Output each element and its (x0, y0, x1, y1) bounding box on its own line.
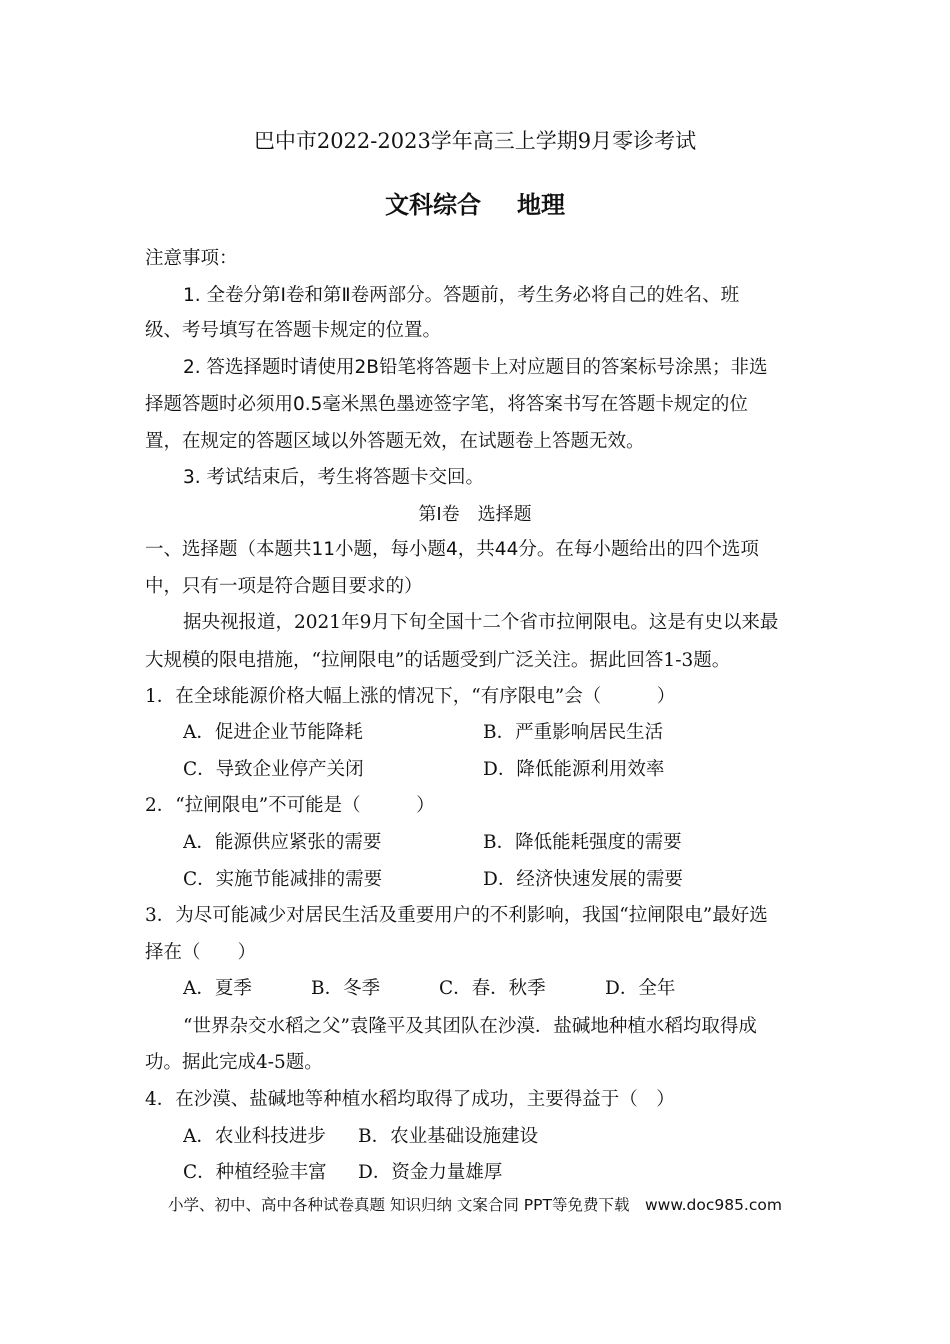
notice-item2-line3: 置，在规定的答题区域以外答题无效，在试题卷上答题无效。 (145, 431, 645, 452)
q1-options-row2 (183, 757, 810, 783)
q4-options-row1 (183, 1124, 810, 1150)
q1-options-row1 (183, 720, 810, 746)
q3-option-b: B．冬季 (311, 978, 381, 999)
notice-item3: 3. 考试结束后，考生将答题卡交回。 (183, 467, 485, 488)
q2-option-b: B．降低能耗强度的需要 (483, 832, 682, 853)
q3-stem-line1: 3．为尽可能减少对居民生活及重要用户的不利影响，我国“拉闸限电”最好选 (145, 905, 768, 926)
passage2-line2: 功。据此完成4-5题。 (145, 1052, 323, 1073)
q3-option-d: D．全年 (605, 978, 676, 999)
q3-options-row (183, 976, 810, 1002)
q1-option-c: C．导致企业停产关闭 (183, 759, 364, 780)
q2-option-d: D．经济快速发展的需要 (483, 869, 683, 890)
q3-option-c: C．春．秋季 (439, 978, 546, 999)
q3-stem-line2: 择在（ ） (145, 942, 257, 963)
q4-option-c: C．种植经验丰富 (183, 1162, 327, 1183)
q4-option-d: D．资金力量雄厚 (358, 1162, 503, 1183)
q1-option-d: D．降低能源利用效率 (483, 759, 665, 780)
passage2-line1: “世界杂交水稻之父”袁隆平及其团队在沙漠．盐碱地种植水稻均取得成 (183, 1016, 757, 1037)
q2-options-row1 (183, 830, 810, 856)
subject-left: 文科综合 (385, 191, 481, 219)
subject-right: 地理 (517, 191, 565, 219)
section-intro-line2: 中，只有一项是符合题目要求的） (145, 576, 423, 597)
q1-option-a: A．促进企业节能降耗 (183, 722, 363, 743)
q3-option-a: A．夏季 (183, 978, 252, 999)
q2-option-c: C．实施节能减排的需要 (183, 869, 383, 890)
q4-stem: 4．在沙漠、盐碱地等种植水稻均取得了成功，主要得益于（ ） (145, 1089, 675, 1110)
q1-stem: 1．在全球能源价格大幅上涨的情况下，“有序限电”会（ ） (145, 686, 676, 707)
q1-option-b: B．严重影响居民生活 (483, 722, 664, 743)
q2-options-row2 (183, 867, 810, 893)
q2-stem: 2．“拉闸限电”不可能是（ ） (145, 795, 435, 816)
notice-item1-line2: 级、考号填写在答题卡规定的位置。 (145, 320, 442, 341)
q4-option-b: B．农业基础设施建设 (358, 1126, 539, 1147)
passage1-line2: 大规模的限电措施，“拉闸限电”的话题受到广泛关注。据此回答1-3题。 (145, 650, 731, 671)
notice-item2-line2: 择题答题时必须用0.5毫米黑色墨迹签字笔，将答案书写在答题卡规定的位 (145, 394, 748, 415)
section-intro-line1: 一、选择题（本题共11小题，每小题4，共44分。在每小题给出的四个选项 (145, 539, 759, 560)
passage1-line1: 据央视报道，2021年9月下旬全国十二个省市拉闸限电。这是有史以来最 (183, 612, 779, 633)
q4-option-a: A．农业科技进步 (183, 1126, 326, 1147)
notice-item2-line1: 2. 答选择题时请使用2B铅笔将答题卡上对应题目的答案标号涂黑；非选 (183, 357, 768, 378)
notice-item1-line1: 1. 全卷分第Ⅰ卷和第Ⅱ卷两部分。答题前，考生务必将自己的姓名、班 (183, 285, 740, 306)
footer-watermark: 小学、初中、高中各种试卷真题 知识归纳 文案合同 PPT等免费下载 www.doc985.com (168, 1196, 782, 1214)
notice-heading: 注意事项： (145, 248, 238, 269)
q4-options-row2 (183, 1160, 810, 1186)
section-title: 第Ⅰ卷 选择题 (418, 504, 532, 525)
exam-title: 巴中市2022-2023学年高三上学期9月零诊考试 (253, 129, 697, 153)
subject-title (0, 188, 950, 222)
q2-option-a: A．能源供应紧张的需要 (183, 832, 382, 853)
